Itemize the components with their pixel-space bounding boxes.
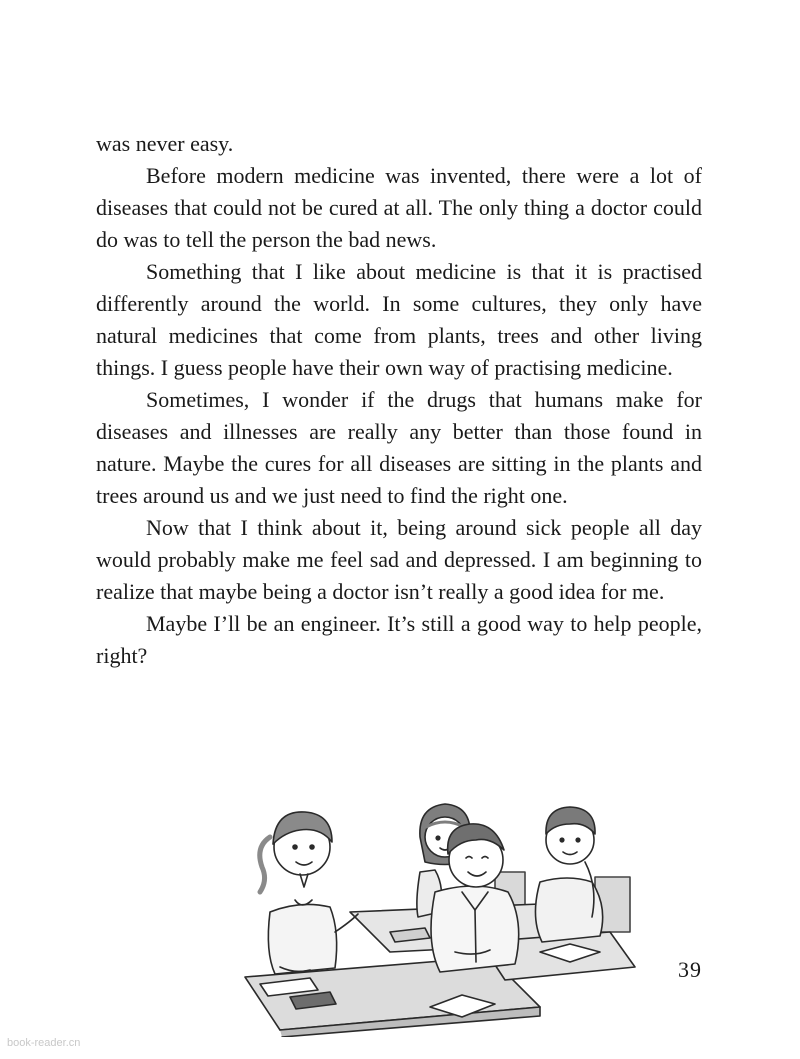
paragraph-4: Sometimes, I wonder if the drugs that humans make for diseases and illnesses are really any better than those found in nature. Maybe the cures for all diseases are sitting in the plants and trees around us and we just need to find the right one. (96, 387, 702, 508)
paragraph-6: Maybe I’ll be an engineer. It’s still a good way to help people, right? (96, 611, 702, 668)
paragraph-2: Before modern medicine was invented, there were a lot of diseases that could not be cured at all. The only thing a doctor could do was to tell the person the bad news. (96, 163, 702, 252)
paragraph-1: was never easy. (96, 131, 234, 156)
paragraph-5: Now that I think about it, being around sick people all day would probably make me feel sad and depressed. I am beginning to realize that maybe being a doctor isn’t really a good idea for me. (96, 515, 702, 604)
students-illustration (240, 792, 640, 1037)
girl-left (260, 812, 358, 974)
paragraph-3: Something that I like about medicine is that it is practised differently around the world. In some cultures, they only have natural medicines that come from plants, trees and other living things. I guess people have their own way of practising medicine. (96, 259, 702, 380)
body-text (96, 128, 702, 672)
page-number: 39 (678, 957, 702, 982)
watermark: book-reader.cn (7, 1037, 81, 1049)
boy-right (535, 807, 602, 942)
